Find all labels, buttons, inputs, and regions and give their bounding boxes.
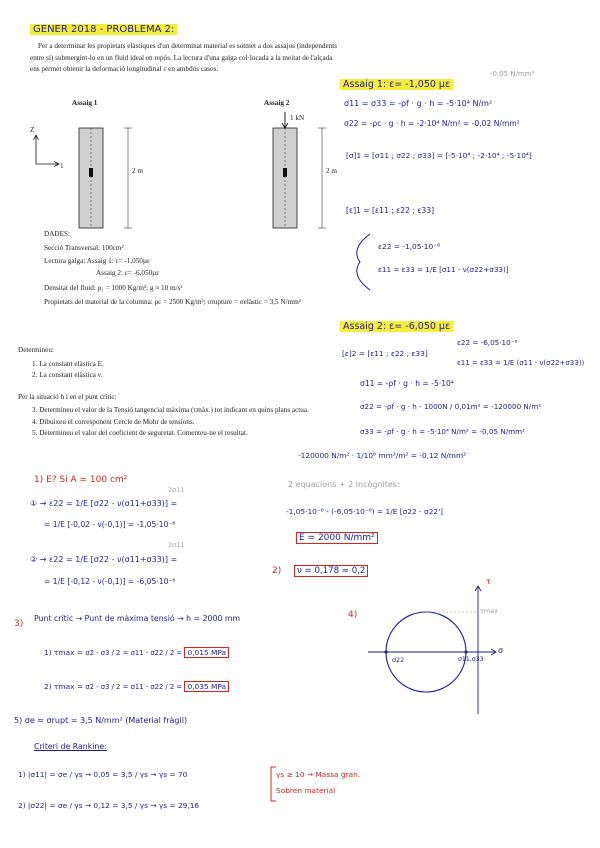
grey-2s11-a: 2σ11 xyxy=(168,486,185,494)
q3-label: 3) xyxy=(14,619,24,629)
case2-line2: = 1/E [-0,12 - ν(-0,1)] = -6,05·10⁻⁶ xyxy=(44,577,176,586)
intro-line-2: entre si) submergint-lo en un fluid ideal en repòs. La lectura d'una galga col·locada a la meitat de l'alçada xyxy=(30,53,333,62)
tau1-frac: σ2 - σ3 / 2 xyxy=(85,649,121,657)
q1-title: 1) E? Si A = 100 cm² xyxy=(34,475,128,485)
dades-line-3: Assaig 2: ε= -6,050µε xyxy=(96,268,160,277)
situation-label: Per la situació h i en el punt crític: xyxy=(18,392,117,401)
mohr-tmax-label: τmax xyxy=(480,607,499,615)
eq-sigma22: σ22 = -ρc · g · h = -2·10⁴ N/m² = -0,02 N/mm² xyxy=(344,119,520,128)
strain-e11-a: ε11 = ε33 = 1/E [σ11 - ν(σ22+σ33)] xyxy=(378,265,509,274)
force-label: 1 kN xyxy=(290,114,305,122)
rankine-1: 1) |σ11| = σe / γs → 0,05 = 3,5 / γs → γs = 70 xyxy=(18,770,188,779)
eq-conversion: -120000 N/m² · 1/10⁶ mm²/m² = -0,12 N/mm² xyxy=(298,451,467,460)
strain-e22-b: ε22 = -6,05·10⁻⁶ xyxy=(457,338,518,347)
E-result: E = 2000 N/mm² xyxy=(296,533,378,543)
determineu-label: Determineu: xyxy=(18,346,54,354)
dades-line-1: Secció Transversal: 100cm² xyxy=(44,243,124,252)
rankine-2: 2) |σ22| = σe / γs → 0,12 = 3,5 / γs → γs = 29,16 xyxy=(18,801,200,810)
mohr-right-point: σ11,σ33 xyxy=(458,656,484,663)
axis-z-label: Z xyxy=(30,126,35,134)
mohr-sigma-axis: σ xyxy=(498,646,504,655)
q4-label: 4) xyxy=(348,610,358,620)
intro-line-1: Per a determinar les propietats elàstiques d'un determinat material es sotmet a dos assajos (independents xyxy=(38,42,338,50)
dades-line-4: Densitat del fluid: ρ₁ = 1000 Kg/m³; g ≈ 10 m/s² xyxy=(44,284,183,292)
strain-tensor-2: [ε]2 = [ε11 ; ε22 ; ε33] xyxy=(342,349,428,358)
grey-note: -0,05 N/mm² xyxy=(490,70,535,78)
brace-1 xyxy=(340,232,380,292)
strain-e22-a: ε22 = -1,05·10⁻⁶ xyxy=(378,242,441,251)
tau2-frac: σ2 - σ3 / 2 xyxy=(85,683,121,691)
nu-label: 2) xyxy=(272,566,282,576)
case1-line2: = 1/E [-0,02 - ν(-0,1)] = -1,05·10⁻⁶ xyxy=(44,520,176,529)
assaig2-label: Assaig 2 xyxy=(264,99,290,107)
strain-e11-b: ε11 = ε33 = 1/E (σ11 - ν(σ22+σ33)) xyxy=(457,359,585,367)
mohr-left-point: σ22 xyxy=(392,656,405,664)
tau2-row xyxy=(44,682,229,691)
eq-sigma33-b: σ33 = -ρf · g · h = -5·10⁴ N/m² = -0,05 N/mm² xyxy=(360,427,525,436)
assaig2-title: Assaig 2: ε= -6,050 µε xyxy=(340,321,453,332)
axis-y-label: 1 xyxy=(60,162,64,170)
strain-tensor-1: [ε]1 = [ε11 ; ε22 ; ε33] xyxy=(346,206,435,215)
dades-block xyxy=(44,229,301,308)
grey-equations-note: 2 equacions + 2 incògnites: xyxy=(288,480,400,489)
tau1-value: 0,015 MPa xyxy=(184,647,229,658)
intro-line-3: ens permet obtenir la deformació longitudinal ε en ambdós casos. xyxy=(30,65,219,73)
dades-line-2: Lectura galga: Assaig 1: ε= -1,050µε xyxy=(44,257,151,265)
question-1: 1. La constant elàstica E. xyxy=(32,359,104,368)
q5-line: 5) σe ≈ σrupt = 3,5 N/mm² (Material fràgil) xyxy=(14,716,188,725)
rankine-label: Criteri de Rankine: xyxy=(34,742,107,751)
question-2: 2. La constant elàstica ν. xyxy=(32,371,103,379)
red-note-2: Sobren material xyxy=(276,786,336,795)
eq-sigma11: σ11 = σ33 = -ρf · g · h = -5·10⁴ N/m² xyxy=(344,99,493,108)
tau1-eq: = σ11 - σ22 / 2 = xyxy=(122,649,183,657)
system-equation: -1,05·10⁻⁶ - (-6,05·10⁻⁶) = 1/E [σ22 - σ22'] xyxy=(286,507,444,516)
eq-sigma11-b: σ11 = -ρf · g · h = -5·10⁴ xyxy=(360,379,454,388)
dades-line-5: Propietats del material de la columna: ρc = 2500 Kg/m³; σrupture = σelàstic = 3,5 N/mm² xyxy=(44,297,301,306)
heading: GENER 2018 - PROBLEMA 2: xyxy=(30,24,177,35)
question-3: 3. Determineu el valor de la Tensió tangencial màxima (τmàx.) tot indicant en quins plans actua. xyxy=(32,406,309,414)
questions-block xyxy=(18,345,309,440)
red-note-1: γs ≥ 10 → Massa gran. xyxy=(276,770,361,779)
dades-title: DADES: xyxy=(44,230,70,238)
case2-line1: ② → ε22 = 1/E [σ22 - ν(σ11+σ33)] = xyxy=(30,555,178,564)
case1-line1: ① → ε22 = 1/E [σ22 - ν(σ11+σ33)] = xyxy=(30,499,178,508)
grey-2s11-b: 2σ11 xyxy=(168,541,185,549)
stress-tensor-1: [σ]1 = [σ11 ; σ22 ; σ33] = [-5·10⁴ ; -2·10⁴ ; -5·10⁴] xyxy=(346,151,532,160)
nu-result: ν = 0,178 ≈ 0,2 xyxy=(294,566,368,576)
tau2-value: 0,035 MPa xyxy=(184,681,229,692)
question-5: 5. Determineu el valor del coeficient de seguretat. Comenteu-ne el resultat. xyxy=(32,429,248,437)
eq-sigma22-b: σ22 = -ρf · g · h - 1000N / 0,01m² = -120000 N/m² xyxy=(360,402,542,411)
tau2-lhs: 2) τmax = xyxy=(44,682,84,691)
question-4: 4. Dibuixeu el corresponent Cercle de Mohr de tensions. xyxy=(32,417,195,426)
q3-chain: Punt crític → Punt de màxima tensió → h = 2000 mm xyxy=(34,614,241,623)
height-label-2: 2 m xyxy=(326,167,337,175)
tau2-eq: = σ11 - σ22 / 2 = xyxy=(122,683,183,691)
assaig1-title: Assaig 1: ε= -1,050 µε xyxy=(340,79,453,90)
mohr-circle xyxy=(368,582,588,722)
tau1-lhs: 1) τmax = xyxy=(44,648,84,657)
figure xyxy=(28,98,338,228)
tau1-row xyxy=(44,648,229,657)
intro-paragraph xyxy=(30,41,390,76)
assaig1-label: Assaig 1 xyxy=(72,99,98,107)
mohr-tau-axis: τ xyxy=(486,577,491,586)
height-label-1: 2 m xyxy=(132,167,143,175)
